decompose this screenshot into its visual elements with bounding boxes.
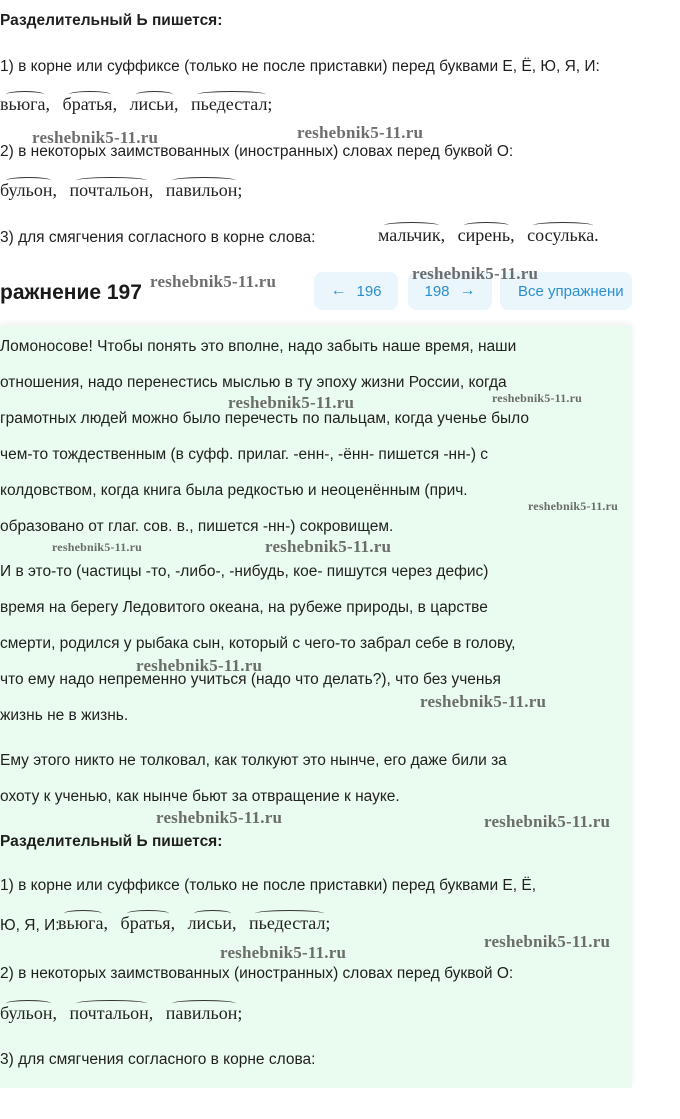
watermark: reshebnik5-11.ru [228,393,355,412]
examples-2-repeat [0,1003,242,1024]
watermark: reshebnik5-11.ru [150,272,277,291]
example-word: почтальон, [69,1003,154,1023]
examples-3 [378,225,599,246]
rule-title-2: Разделительный Ь пишется: [0,833,223,850]
example-word: почтальон, [69,180,154,200]
answer-line: Ему этого никто не толковал, как толкуют это нынче, его даже били за [0,752,507,769]
watermark: reshebnik5-11.ru [32,128,159,147]
rule-1-text-2: 1) в корне или суффиксе (только не после приставки) перед буквами Е, Ё, [0,877,537,894]
watermark: reshebnik5-11.ru [265,537,392,556]
rule-3-text: 3) для смягчения согласного в корне слова: [0,229,316,246]
example-word: вьюга, [0,94,51,114]
answer-line: чем-то тождественным (в суфф. прилаг. -енн-, -ённ- пишется -нн-) с [0,446,489,463]
watermark: reshebnik5-11.ru [136,656,263,675]
answer-line: образовано от глаг. сов. в., пишется -нн-) сокровищем. [0,518,394,535]
answer-line: отношения, надо перенестись мыслью в ту эпоху жизни России, когда [0,374,507,391]
example-word: пьедестал; [191,94,273,114]
example-word: павильон; [165,180,243,200]
watermark: reshebnik5-11.ru [420,692,547,711]
answer-line: Ломоносове! Чтобы понять это вполне, надо забыть наше время, наши [0,338,517,355]
watermark: reshebnik5-11.ru [220,943,347,962]
answer-line: колдовством, когда книга была редкостью и неоценённым (прич. [0,482,468,499]
exercise-title: ражнение 197 [0,281,142,304]
watermark: reshebnik5-11.ru [528,499,618,513]
example-word: бульон, [0,1003,58,1023]
examples-3-cut [0,1082,240,1090]
watermark: reshebnik5-11.ru [492,391,582,405]
watermark: reshebnik5-11.ru [484,932,611,951]
rule-2-text: 2) в некоторых заимствованных (иностранных) словах перед буквой О: [0,143,514,160]
rule-title: Разделительный Ь пишется: [0,12,223,29]
rule-2-text-2: 2) в некоторых заимствованных (иностранных) словах перед буквой О: [0,965,514,982]
watermark: reshebnik5-11.ru [297,123,424,142]
prev-exercise-button[interactable] [314,272,398,310]
arrow-left-icon: ← [330,282,347,299]
example-word: братья, [120,913,176,933]
watermark: reshebnik5-11.ru [156,808,283,827]
watermark: reshebnik5-11.ru [52,540,142,554]
watermark: reshebnik5-11.ru [412,264,539,283]
answer-line: жизнь не в жизнь. [0,707,129,724]
answer-line: И в это-то (частицы -то, -либо-, -нибудь, кое- пишутся через дефис) [0,563,489,580]
answer-line: смерти, родился у рыбака сын, который с чего-то забрал себе в голову, [0,635,516,652]
example-word: братья, [62,94,118,114]
answer-line: время на берегу Ледовитого океана, на рубеже природы, в царстве [0,599,488,616]
answer-line: грамотных людей можно было перечесть по пальцам, когда ученье было [0,410,530,427]
next-exercise-label: 198 [424,282,450,300]
examples-2 [0,180,242,201]
examples-1-repeat [58,913,330,934]
arrow-right-icon: → [459,282,476,299]
answer-line: охоту к ученью, как нынче бьют за отвращение к науке. [0,788,400,805]
example-word: сирень, [457,225,515,245]
example-word: пьедестал; [249,913,331,933]
rule-3-text-2: 3) для смягчения согласного в корне слова: [0,1051,316,1068]
watermark: reshebnik5-11.ru [484,812,611,831]
example-word: лисьи, [129,94,179,114]
rule-1-cont: Ю, Я, И: [0,917,60,934]
example-word: сосулька. [527,225,599,245]
rule-1-text: 1) в корне или суффиксе (только не после приставки) перед буквами Е, Ё, Ю, Я, И: [0,58,600,75]
prev-exercise-label: 196 [356,282,382,300]
all-exercises-label: Все упражнени [518,282,624,300]
example-word: павильон; [165,1003,243,1023]
example-word: бульон, [0,180,58,200]
example-word: лисьи, [187,913,237,933]
example-word: мальчик, [378,225,446,245]
examples-1 [0,94,272,115]
example-word: вьюга, [58,913,109,933]
answer-line: что ему надо непременно учиться (надо что делать?), что без ученья [0,671,501,688]
